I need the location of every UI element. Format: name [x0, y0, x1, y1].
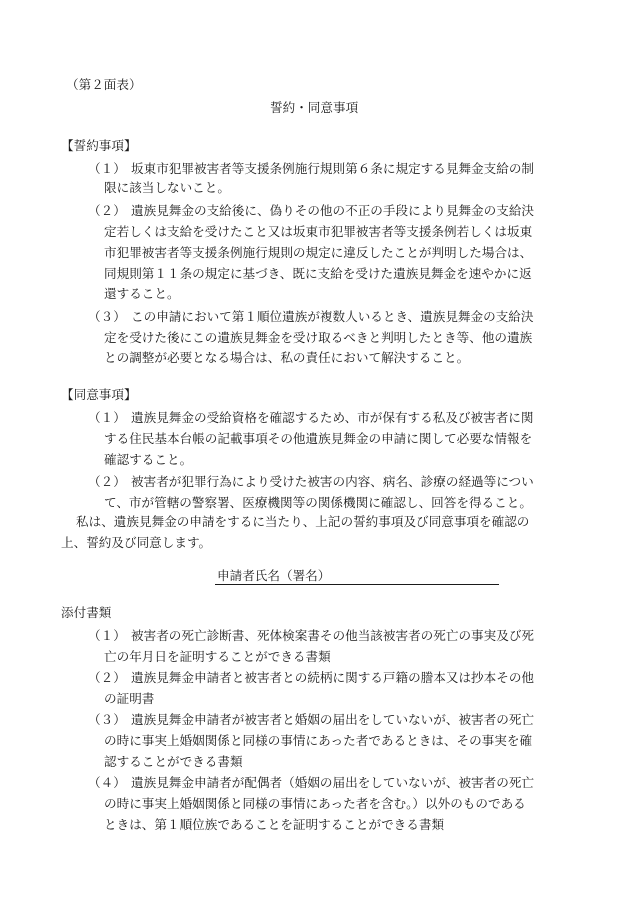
attachment-item-2-line-1: 遺族見舞金申請者と被害者との続柄に関する戸籍の謄本又は抄本その他: [131, 670, 534, 685]
document-title: 誓約・同意事項: [270, 100, 359, 115]
consent-item-2-line-2: て、市が管轄の警察署、医療機関等の関係機関に確認し、回答を得ること。: [104, 495, 532, 510]
oath-item-2-line-5: 還すること。: [104, 286, 180, 301]
attachment-item-4-line-2: の時に事実上婚姻関係と同様の事情にあった者を含む。）以外のものである: [104, 796, 526, 811]
attachment-item-4-line-3: ときは、第１順位族であることを証明することができる書類: [104, 817, 445, 832]
attachment-item-3-line-1: 遺族見舞金申請者が被害者と婚姻の届出をしていないが、被害者の死亡: [131, 712, 534, 727]
oath-item-2-line-4: 同規則第１１条の規定に基づき、既に支給を受けた遺族見舞金を速やかに返: [104, 266, 532, 281]
oath-item-2-number: （２）: [88, 203, 126, 218]
oath-item-1-line-2: 限に該当しないこと。: [104, 180, 230, 195]
oath-item-1-line-1: 坂東市犯罪被害者等支援条例施行規則第６条に規定する見舞金支給の制: [131, 161, 534, 176]
attachment-item-3-line-3: 認することができる書類: [104, 754, 243, 769]
consent-item-1-line-2: する住民基本台帳の記載事項その他遺族見舞金の申請に関して必要な情報を: [104, 431, 533, 446]
oath-heading: 【誓約事項】: [61, 138, 137, 153]
consent-heading: 【同意事項】: [61, 387, 137, 402]
attachment-item-1-line-1: 被害者の死亡診断書、死体検案書その他当該被害者の死亡の事実及び死: [131, 628, 534, 643]
oath-item-3-line-3: との調整が必要となる場合は、私の責任において解決すること。: [104, 350, 470, 365]
oath-item-1-number: （１）: [88, 161, 126, 176]
consent-item-1-line-3: 確認すること。: [104, 452, 193, 467]
signature-label: 申請者氏名（署名）: [217, 568, 331, 583]
attachment-item-1-line-2: 亡の年月日を証明することができる書類: [104, 649, 331, 664]
attachment-item-2-number: （２）: [88, 670, 126, 685]
consent-item-1-line-1: 遺族見舞金の受給資格を確認するため、市が保有する私及び被害者に関: [131, 410, 534, 425]
oath-item-2-line-2: 定若しくは支給を受けたこと又は坂東市犯罪被害者等支援条例若しくは坂東: [104, 224, 533, 239]
attachment-item-3-line-2: の時に事実上婚姻関係と同様の事情にあった者であるときは、その事実を確: [104, 733, 533, 748]
attachment-item-4-line-1: 遺族見舞金申請者が配偶者（婚姻の届出をしていないが、被害者の死亡: [131, 775, 534, 790]
oath-item-3-number: （３）: [88, 309, 126, 324]
oath-item-3-line-1: この申請において第１順位遺族が複数人いるとき、遺族見舞金の支給決: [131, 309, 534, 324]
oath-item-2-line-3: 市犯罪被害者等支援条例施行規則の規定に違反したことが判明した場合は、: [104, 245, 533, 260]
consent-item-2-line-1: 被害者が犯罪行為により受けた被害の内容、病名、診療の経過等につい: [131, 474, 534, 489]
attachment-item-2-line-2: の証明書: [104, 691, 155, 706]
attachments-heading: 添付書類: [61, 605, 112, 620]
oath-item-2-line-1: 遺族見舞金の支給後に、偽りその他の不正の手段により見舞金の支給決: [131, 203, 534, 218]
attachment-item-1-number: （１）: [88, 628, 126, 643]
signature-line[interactable]: [215, 584, 499, 585]
declaration-line-2: 上、誓約及び同意します。: [61, 535, 212, 550]
oath-item-3-line-2: 定を受けた後にこの遺族見舞金を受け取るべきと判明したとき等、他の遺族: [104, 330, 533, 345]
attachment-item-4-number: （４）: [88, 775, 126, 790]
consent-item-2-number: （２）: [88, 474, 126, 489]
page-label: （第２面表）: [66, 77, 142, 92]
attachment-item-3-number: （３）: [88, 712, 126, 727]
declaration-line-1: 私は、遺族見舞金の申請をするに当たり、上記の誓約事項及び同意事項を確認の: [76, 514, 530, 529]
consent-item-1-number: （１）: [88, 410, 126, 425]
